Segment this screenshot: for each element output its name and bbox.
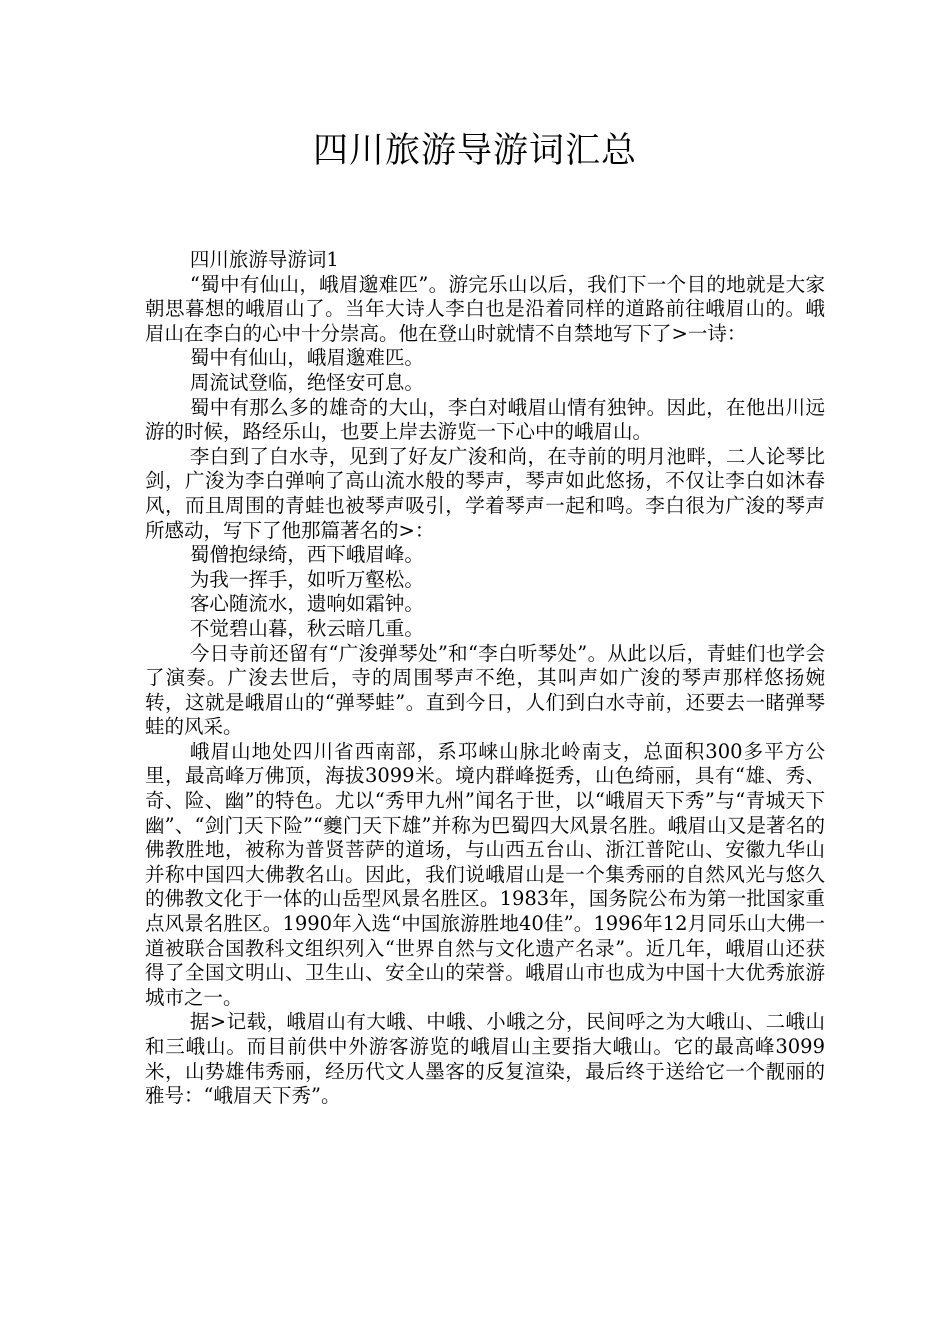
poem-line: 客心随流水，遗响如霜钟。 bbox=[189, 592, 424, 616]
poem-line: 为我一挥手，如听万壑松。 bbox=[189, 567, 424, 591]
section-heading: 四川旅游导游词1 bbox=[189, 248, 339, 271]
poem-line: 蜀中有仙山，峨眉邈难匹。 bbox=[189, 346, 424, 370]
paragraph: 据>记载，峨眉山有大峨、中峨、小峨之分，民间呼之为大峨山、二峨山和三峨山。而目前供中外游客游览的峨眉山主要指大峨山。它的最高峰3099米，山势雄伟秀丽，经历代文人墨客的反复渲染，最后终于送给它一个靓丽的雅号：“峨眉天下秀”。 bbox=[145, 1010, 825, 1108]
paragraph: 李白到了白水寺，见到了好友广浚和尚，在寺前的明月池畔，二人论琴比剑，广浚为李白弹响了高山流水般的琴声，琴声如此悠扬，不仅让李白如沐春风，而且周围的青蛙也被琴声吸引，学着琴声一起和鸣。李白很为广浚的琴声所感动，写下了他那篇著名的>： bbox=[145, 444, 825, 542]
paragraph: “蜀中有仙山，峨眉邈难匹”。游完乐山以后，我们下一个目的地就是大家朝思暮想的峨眉山了。当年大诗人李白也是沿着同样的道路前往峨眉山的。峨眉山在李白的心中十分崇高。他在登山时就情不自禁地写下了>一诗： bbox=[145, 272, 825, 345]
poem-line: 周流试登临，绝怪安可息。 bbox=[189, 370, 424, 394]
document-title: 四川旅游导游词汇总 bbox=[312, 131, 637, 171]
paragraph: 蜀中有那么多的雄奇的大山，李白对峨眉山情有独钟。因此，在他出川远游的时候，路经乐山，也要上岸去游览一下心中的峨眉山。 bbox=[145, 395, 825, 444]
document-body bbox=[145, 248, 825, 1109]
poem-line: 蜀僧抱绿绮，西下峨眉峰。 bbox=[189, 543, 424, 567]
poem-line: 不觉碧山暮，秋云暗几重。 bbox=[189, 616, 424, 640]
paragraph: 今日寺前还留有“广浚弹琴处”和“李白听琴处”。从此以后，青蛙们也学会了演奏。广浚去世后，寺的周围琴声不绝，其叫声如广浚的琴声那样悠扬婉转，这就是峨眉山的“弹琴蛙”。直到今日，人们到白水寺前，还要去一睹弹琴蛙的风采。 bbox=[145, 641, 825, 739]
paragraph: 峨眉山地处四川省西南部，系邛崃山脉北岭南支，总面积300多平方公里，最高峰万佛顶，海拔3099米。境内群峰挺秀，山色绮丽，具有“雄、秀、奇、险、幽”的特色。尤以“秀甲九州”闻名于世，以“峨眉天下秀”与“青城天下幽”、“剑门天下险”“夔门天下雄”并称为巴蜀四大风景名胜。峨眉山又是著名的佛教胜地，被称为普贤菩萨的道场，与山西五台山、浙江普陀山、安徽九华山并称中国四大佛教名山。因此，我们说峨眉山是一个集秀丽的自然风光与悠久的佛教文化于一体的山岳型风景名胜区。1983年，国务院公布为第一批国家重点风景名胜区。1990年入选“中国旅游胜地40佳”。1996年12月同乐山大佛一道被联合国教科文组织列入“世界自然与文化遗产名录”。近几年，峨眉山还获得了全国文明山、卫生山、安全山的荣誉。峨眉山市也成为中国十大优秀旅游城市之一。 bbox=[145, 739, 825, 1009]
